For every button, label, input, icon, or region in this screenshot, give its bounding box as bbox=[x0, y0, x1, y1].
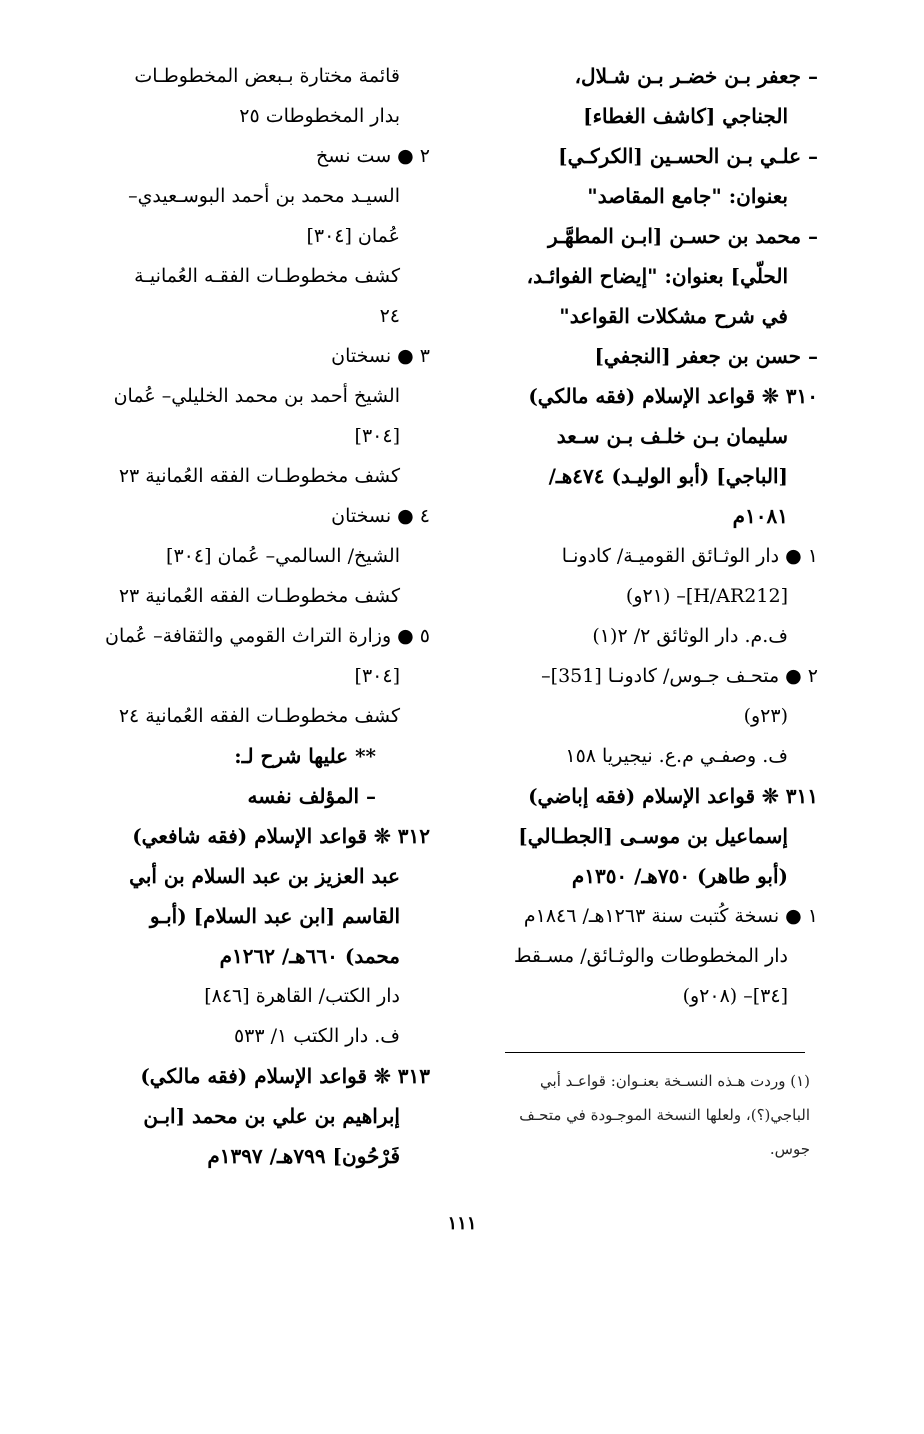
manuscript-line: ف.م. دار الوثائق ٢/ ٢(١) bbox=[592, 625, 788, 647]
manuscript-line: ٢ ● ست نسخ bbox=[316, 145, 430, 167]
manuscript-line: ٢ ● متحـف جـوس/ كادونـا [351]– bbox=[541, 665, 818, 687]
commentator-line: – محمد بن حسـن [ابـن المطهَّـر bbox=[548, 224, 818, 248]
commentator-line: في شرح مشكلات القواعد" bbox=[559, 304, 788, 328]
manuscript-line: الشيخ أحمد بن محمد الخليلي– عُمان bbox=[113, 385, 400, 407]
commentator-line: – علـي بـن الحسـين [الكركـي] bbox=[558, 144, 818, 168]
footnote-line: (١) وردت هـذه النسـخة بعنـوان: قواعـد أبي bbox=[540, 1072, 810, 1090]
footnote bbox=[470, 1064, 810, 1166]
manuscript-line: دار المخطوطات والوثـائق/ مسـقط bbox=[513, 945, 788, 967]
commentator-line: – جعفر بـن خضـر بـن شـلال، bbox=[574, 64, 818, 88]
manuscript-line: ٥ ● وزارة التراث القومي والثقافة– عُمان bbox=[105, 625, 430, 647]
manuscript-line: دار الكتب/ القاهرة [٨٤٦] bbox=[204, 985, 400, 1007]
manuscript-line: ١ ● نسخة كُتبت سنة ١٢٦٣هـ/ ١٨٤٦م bbox=[523, 905, 818, 927]
right-column bbox=[470, 56, 818, 1016]
manuscript-line: (٢٣و) bbox=[743, 705, 788, 727]
commentary-heading: ** عليها شرح لـ: bbox=[234, 744, 376, 768]
manuscript-line: [H/AR212]– (٢١و) bbox=[625, 585, 788, 607]
manuscript-line: [٣٠٤] bbox=[354, 425, 400, 447]
manuscript-line: قائمة مختارة بـبعض المخطوطـات bbox=[134, 65, 400, 87]
author-line: فَرْحُون] ٧٩٩هـ/ ١٣٩٧م bbox=[207, 1144, 400, 1168]
author-line: سليمان بـن خلـف بـن سـعد bbox=[556, 424, 788, 448]
page-number: ١١١ bbox=[447, 1213, 477, 1234]
author-line: عبد العزيز بن عبد السلام بن أبي bbox=[129, 864, 400, 888]
entry-heading: ٣١٢ ❊ قواعد الإسلام (فقه شافعي) bbox=[132, 824, 430, 848]
manuscript-line: ١ ● دار الوثـائق القوميـة/ كادونـا bbox=[561, 545, 818, 567]
manuscript-line: كشف مخطوطـات الفقه العُمانية ٢٣ bbox=[118, 465, 400, 487]
author-line: ١٠٨١م bbox=[732, 504, 788, 528]
footnote-line: جوس. bbox=[769, 1140, 810, 1158]
commentator-line: الحلّي] بعنوان: "إيضاح الفوائـد، bbox=[526, 264, 788, 288]
commentator-line: – حسن بن جعفر [النجفي] bbox=[594, 344, 818, 368]
commentator-line: الجناجي [كاشف الغطاء] bbox=[583, 104, 788, 128]
manuscript-line: ٤ ● نسختان bbox=[331, 505, 430, 527]
manuscript-line: [٣٤]– (٢٠٨و) bbox=[682, 985, 788, 1007]
author-line: [الباجي] (أبو الوليـد) ٤٧٤هـ/ bbox=[548, 464, 788, 488]
author-line: القاسم [ابن عبد السلام] (أبـو bbox=[149, 904, 400, 928]
entry-heading: ٣١١ ❊ قواعد الإسلام (فقه إباضي) bbox=[528, 784, 818, 808]
entry-heading: ٣١٠ ❊ قواعد الإسلام (فقه مالكي) bbox=[528, 384, 818, 408]
author-line: (أبو طاهر) ٧٥٠هـ/ ١٣٥٠م bbox=[571, 864, 788, 888]
commentator-line: بعنوان: "جامع المقاصد" bbox=[587, 184, 788, 208]
entry-heading: ٣١٣ ❊ قواعد الإسلام (فقه مالكي) bbox=[140, 1064, 430, 1088]
author-line: إبراهيم بن علي بن محمد [ابـن bbox=[143, 1104, 400, 1128]
left-column bbox=[80, 56, 430, 1176]
manuscript-line: [٣٠٤] bbox=[354, 665, 400, 687]
manuscript-line: ٢٤ bbox=[379, 305, 400, 327]
author-line: محمد) ٦٦٠هـ/ ١٢٦٢م bbox=[219, 944, 400, 968]
manuscript-line: الشيخ/ السالمي– عُمان [٣٠٤] bbox=[166, 545, 400, 567]
manuscript-line: ٣ ● نسختان bbox=[331, 345, 430, 367]
author-line: إسماعيل بن موسـى [الجطـالي] bbox=[518, 824, 788, 848]
manuscript-line: ف. دار الكتب ١/ ٥٣٣ bbox=[233, 1025, 400, 1047]
footnote-divider bbox=[505, 1052, 805, 1053]
manuscript-line: بدار المخطوطات ٢٥ bbox=[239, 105, 400, 127]
commentator-line: – المؤلف نفسه bbox=[247, 784, 376, 808]
footnote-line: الباجي(؟)، ولعلها النسخة الموجـودة في متحـف bbox=[519, 1106, 810, 1124]
manuscript-line: كشف مخطوطـات الفقـه العُمانيـة bbox=[134, 265, 400, 287]
manuscript-line: كشف مخطوطـات الفقه العُمانية ٢٣ bbox=[118, 585, 400, 607]
manuscript-line: عُمان [٣٠٤] bbox=[306, 225, 400, 247]
manuscript-line: ف. وصفـي م.ع. نيجيريا ١٥٨ bbox=[565, 745, 788, 767]
manuscript-line: السيـد محمد بن أحمد البوسـعيدي– bbox=[128, 185, 400, 207]
manuscript-line: كشف مخطوطـات الفقه العُمانية ٢٤ bbox=[118, 705, 400, 727]
